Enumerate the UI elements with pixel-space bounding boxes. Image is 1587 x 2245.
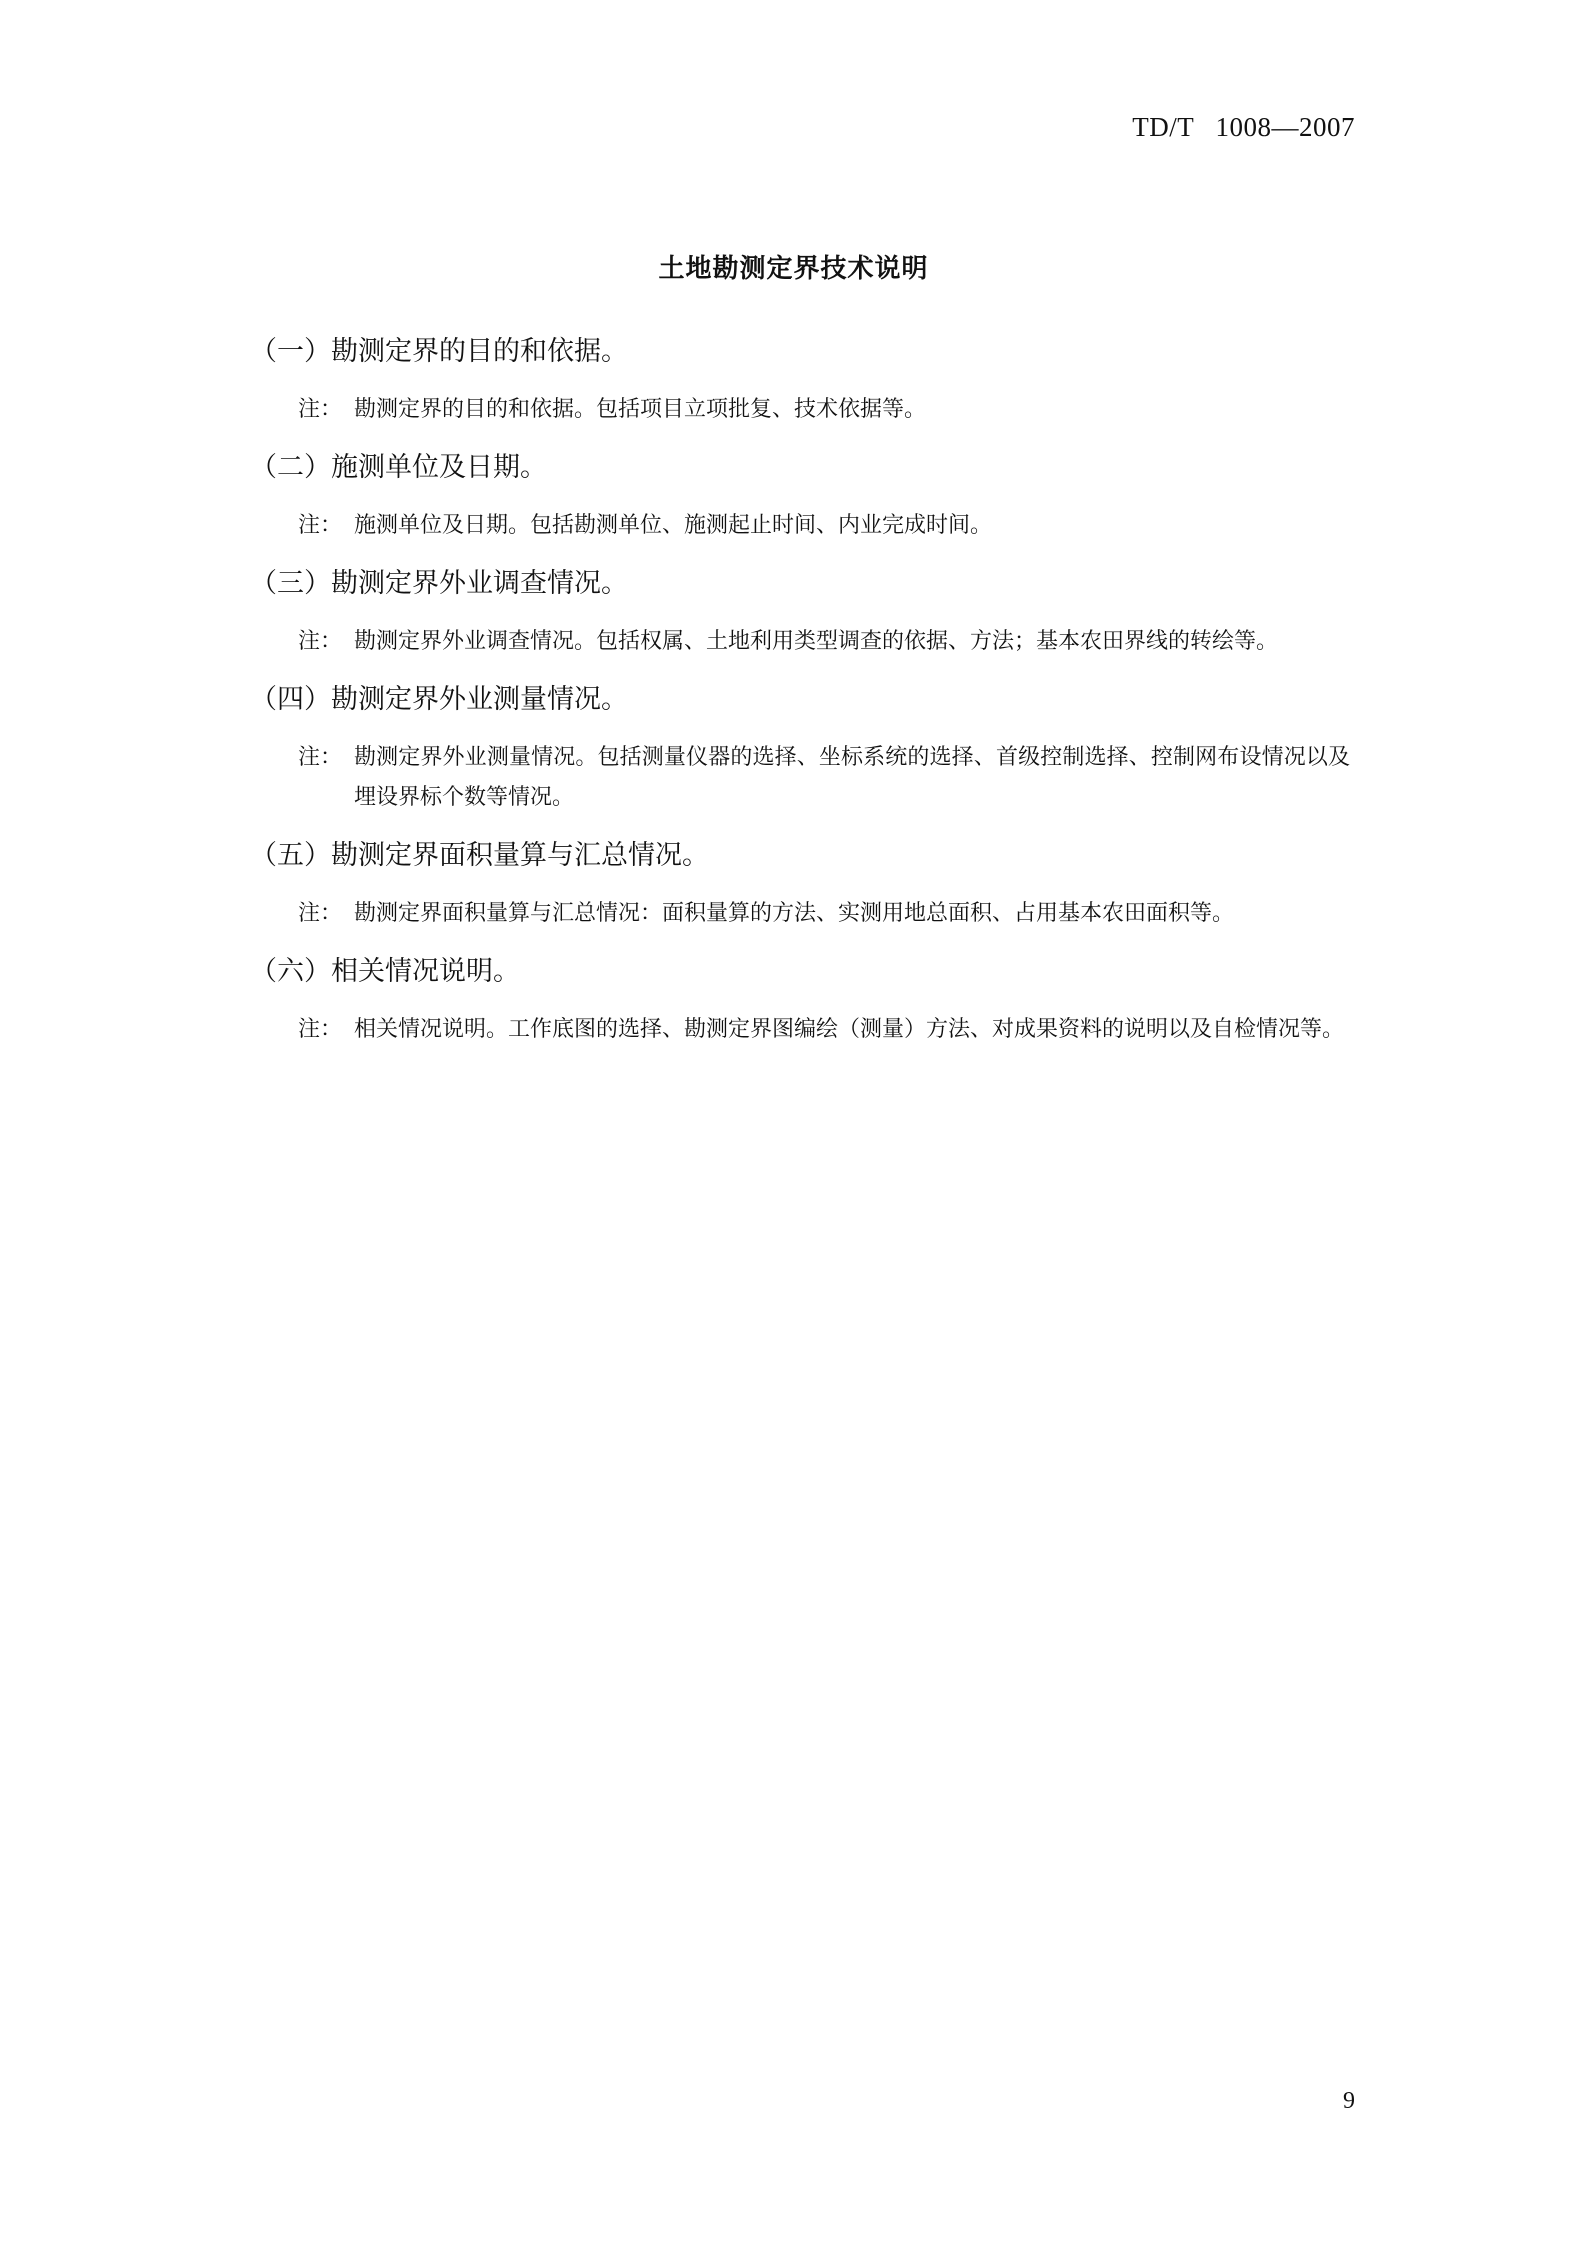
section-note xyxy=(298,390,1350,430)
section-heading: （三）勘测定界外业调查情况。 xyxy=(250,568,628,599)
note-text: 勘测定界外业测量情况。包括测量仪器的选择、坐标系统的选择、首级控制选择、控制网布设情况以及埋设界标个数等情况。 xyxy=(354,745,1350,810)
section-note xyxy=(298,506,1350,546)
section-note xyxy=(298,738,1350,818)
sections-list xyxy=(250,332,1360,1068)
standard-code: TD/T 1008—2007 xyxy=(1132,112,1355,142)
page-number: 9 xyxy=(1343,2088,1355,2114)
note-label: 注： xyxy=(298,1017,343,1042)
note-label: 注： xyxy=(298,629,343,654)
page-title: 土地勘测定界技术说明 xyxy=(658,254,929,284)
section-heading: （一）勘测定界的目的和依据。 xyxy=(250,336,628,367)
section-6 xyxy=(250,952,1360,1050)
note-text: 相关情况说明。工作底图的选择、勘测定界图编绘（测量）方法、对成果资料的说明以及自检情况等。 xyxy=(354,1017,1345,1042)
section-3 xyxy=(250,564,1360,662)
note-label: 注： xyxy=(298,745,343,770)
note-label: 注： xyxy=(298,901,343,926)
section-note xyxy=(298,894,1350,934)
note-text: 勘测定界的目的和依据。包括项目立项批复、技术依据等。 xyxy=(354,397,927,422)
section-4 xyxy=(250,680,1360,818)
note-text: 施测单位及日期。包括勘测单位、施测起止时间、内业完成时间。 xyxy=(354,513,993,538)
section-2 xyxy=(250,448,1360,546)
section-5 xyxy=(250,836,1360,934)
note-text: 勘测定界面积量算与汇总情况：面积量算的方法、实测用地总面积、占用基本农田面积等。 xyxy=(354,901,1235,926)
note-text: 勘测定界外业调查情况。包括权属、土地利用类型调查的依据、方法；基本农田界线的转绘等。 xyxy=(354,629,1279,654)
section-note xyxy=(298,1010,1350,1050)
section-1 xyxy=(250,332,1360,430)
section-heading: （四）勘测定界外业测量情况。 xyxy=(250,684,628,715)
note-label: 注： xyxy=(298,397,343,422)
section-heading: （五）勘测定界面积量算与汇总情况。 xyxy=(250,840,709,871)
section-heading: （六）相关情况说明。 xyxy=(250,956,520,987)
note-label: 注： xyxy=(298,513,343,538)
section-note xyxy=(298,622,1350,662)
section-heading: （二）施测单位及日期。 xyxy=(250,452,547,483)
